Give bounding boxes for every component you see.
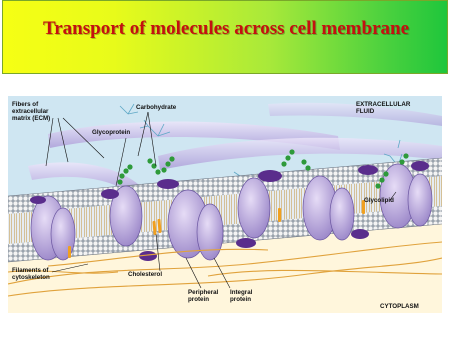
label-integral-line2: protein: [230, 296, 251, 303]
label-filaments-line2: cytoskeleton: [12, 274, 50, 281]
label-extracellular-line1: EXTRACELLULAR: [356, 101, 411, 108]
label-filaments-line1: Filaments of: [12, 267, 49, 274]
slide-title: Transport of molecules across cell membrane: [42, 18, 410, 39]
label-peripheral-line1: Peripheral: [188, 289, 219, 296]
cell-membrane-diagram: [8, 96, 442, 313]
label-extracellular-line2: FLUID: [356, 108, 375, 115]
label-integral-line1: Integral: [230, 289, 253, 296]
title-banner: [2, 0, 448, 74]
label-cholesterol: Cholesterol: [128, 271, 163, 278]
label-fibers-ecm-line3: matrix (ECM): [12, 115, 51, 122]
label-glycolipid: Glycolipid: [364, 197, 394, 204]
label-glycoprotein: Glycoprotein: [92, 129, 131, 136]
label-fibers-ecm-line2: extracellular: [12, 108, 49, 115]
membrane-illustration: [8, 96, 442, 313]
label-peripheral-line2: protein: [188, 296, 209, 303]
label-fibers-ecm-line1: Fibers of: [12, 101, 39, 108]
label-cytoplasm: CYTOPLASM: [380, 303, 419, 310]
label-carbohydrate: Carbohydrate: [136, 104, 177, 111]
